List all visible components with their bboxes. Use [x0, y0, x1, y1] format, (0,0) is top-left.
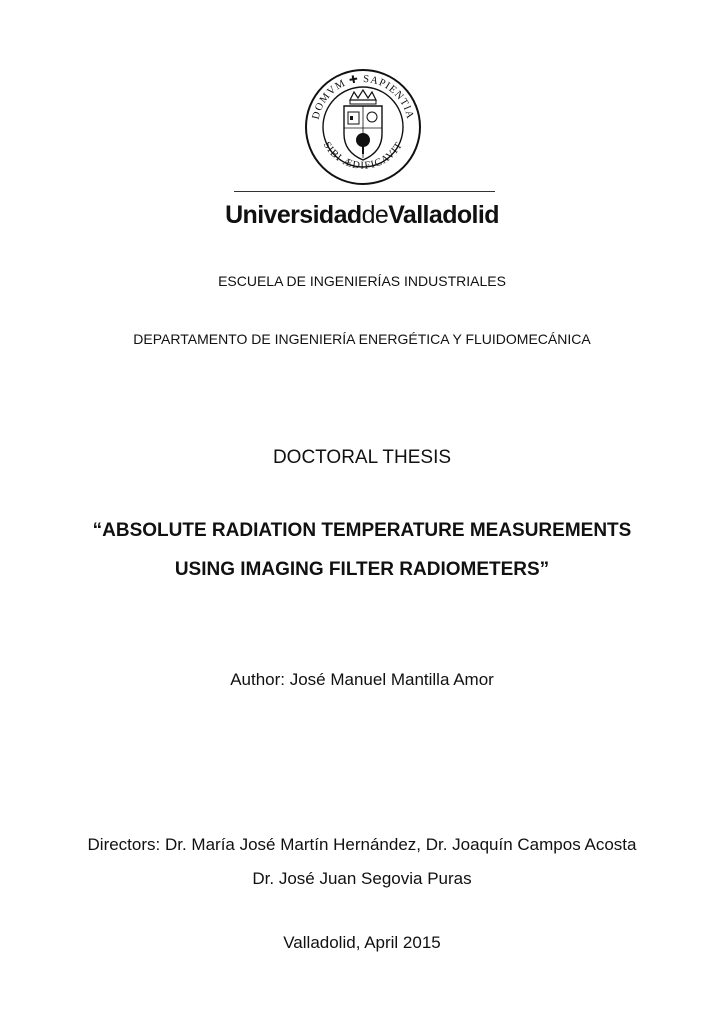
- department-name: DEPARTAMENTO DE INGENIERÍA ENERGÉTICA Y FLUIDOMECÁNICA: [133, 331, 591, 347]
- thesis-title-line-1: “ABSOLUTE RADIATION TEMPERATURE MEASUREMENTS: [92, 520, 632, 541]
- svg-text:SIBI ÆDIFICAVIT: SIBI ÆDIFICAVIT: [320, 139, 406, 172]
- university-name: UniversidaddeValladolid: [225, 201, 499, 229]
- svg-text:DOMVM ✚ SAPIENTIA: DOMVM ✚ SAPIENTIA: [310, 73, 416, 121]
- directors-line-2: Dr. José Juan Segovia Puras: [252, 869, 472, 888]
- place-and-date: Valladolid, April 2015: [283, 933, 441, 952]
- thesis-title-line-2: USING IMAGING FILTER RADIOMETERS”: [174, 559, 550, 580]
- school-name: ESCUELA DE INGENIERÍAS INDUSTRIALES: [218, 273, 506, 289]
- header-divider: [234, 191, 495, 192]
- author-line: Author: José Manuel Mantilla Amor: [230, 670, 494, 689]
- directors-line-1: Directors: Dr. María José Martín Hernández, Dr. Joaquín Campos Acosta: [87, 835, 637, 854]
- document-type: DOCTORAL THESIS: [272, 447, 452, 468]
- university-seal: [304, 68, 422, 186]
